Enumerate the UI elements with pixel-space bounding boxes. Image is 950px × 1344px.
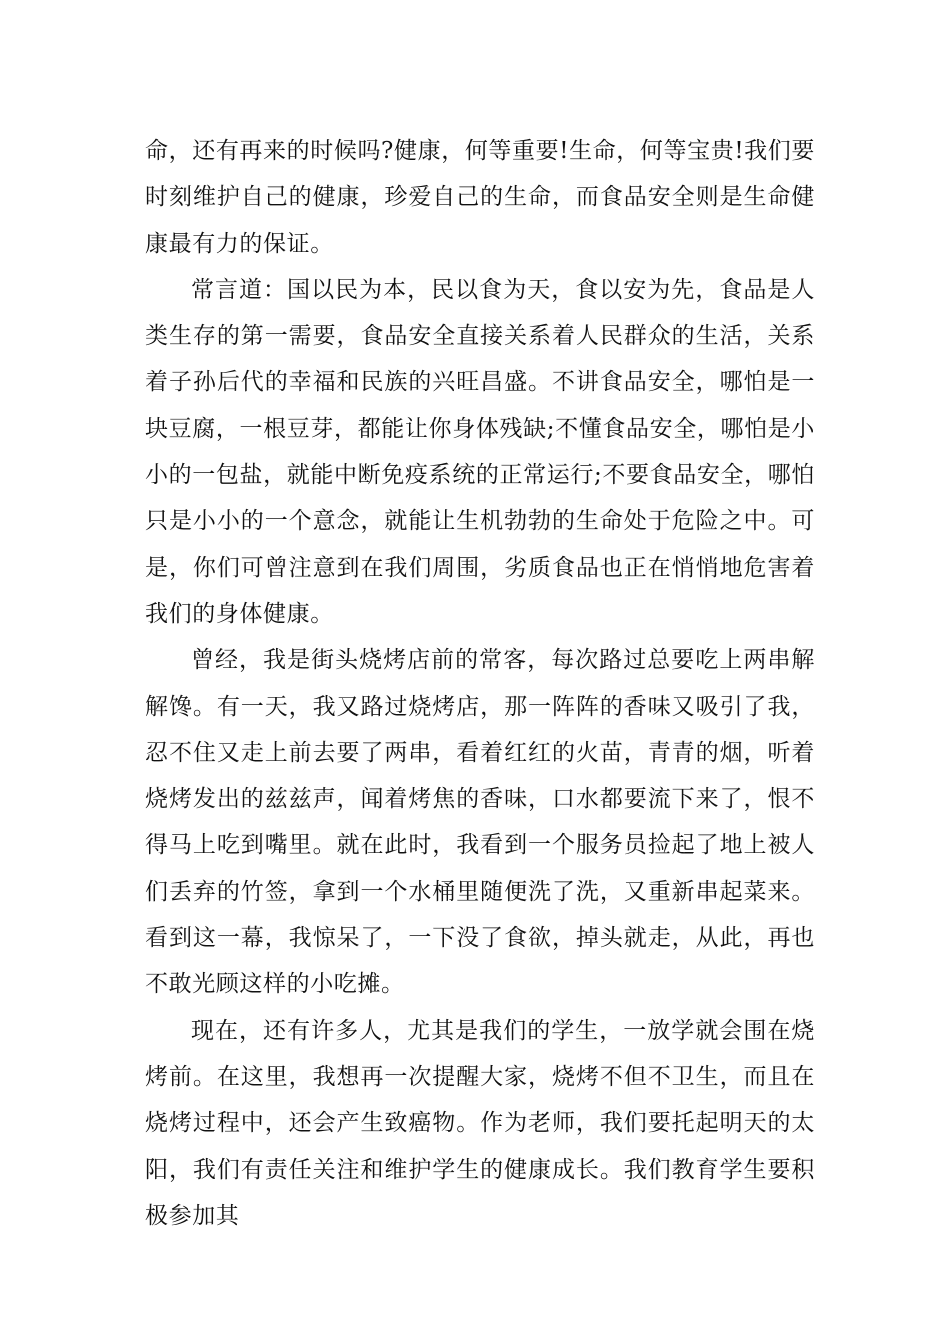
paragraph-1: 命，还有再来的时候吗?健康，何等重要!生命，何等宝贵!我们要时刻维护自己的健康，珍爱自己的生命，而食品安全则是生命健康最有力的保证。 [145,138,815,257]
paragraph-4: 现在，还有许多人，尤其是我们的学生，一放学就会围在烧烤前。在这里，我想再一次提醒大家，烧烤不但不卫生，而且在烧烤过程中，还会产生致癌物。作为老师，我们要托起明天的太阳，我们有责任关注和维护学生的健康成长。我们教育学生要积极参加其 [145,1017,815,1229]
paragraph-2: 常言道：国以民为本，民以食为天，食以安为先，食品是人类生存的第一需要，食品安全直接关系着人民群众的生活，关系着子孙后代的幸福和民族的兴旺昌盛。不讲食品安全，哪怕是一块豆腐，一根豆芽，都能让你身体残缺;不懂食品安全，哪怕是小小的一包盐，就能中断免疫系统的正常运行;不要食品安全，哪怕只是小小的一个意念，就能让生机勃勃的生命处于危险之中。可是，你们可曾注意到在我们周围，劣质食品也正在悄悄地危害着我们的身体健康。 [145,276,815,627]
body-text [145,128,815,1239]
paragraph-3: 曾经，我是街头烧烤店前的常客，每次路过总要吃上两串解解馋。有一天，我又路过烧烤店，那一阵阵的香味又吸引了我，忍不住又走上前去要了两串，看着红红的火苗，青青的烟，听着烧烤发出的兹兹声，闻着烤焦的香味，口水都要流下来了，恨不得马上吃到嘴里。就在此时，我看到一个服务员捡起了地上被人们丢弃的竹签，拿到一个水桶里随便洗了洗，又重新串起菜来。看到这一幕，我惊呆了，一下没了食欲，掉头就走，从此，再也不敢光顾这样的小吃摊。 [145,647,815,998]
